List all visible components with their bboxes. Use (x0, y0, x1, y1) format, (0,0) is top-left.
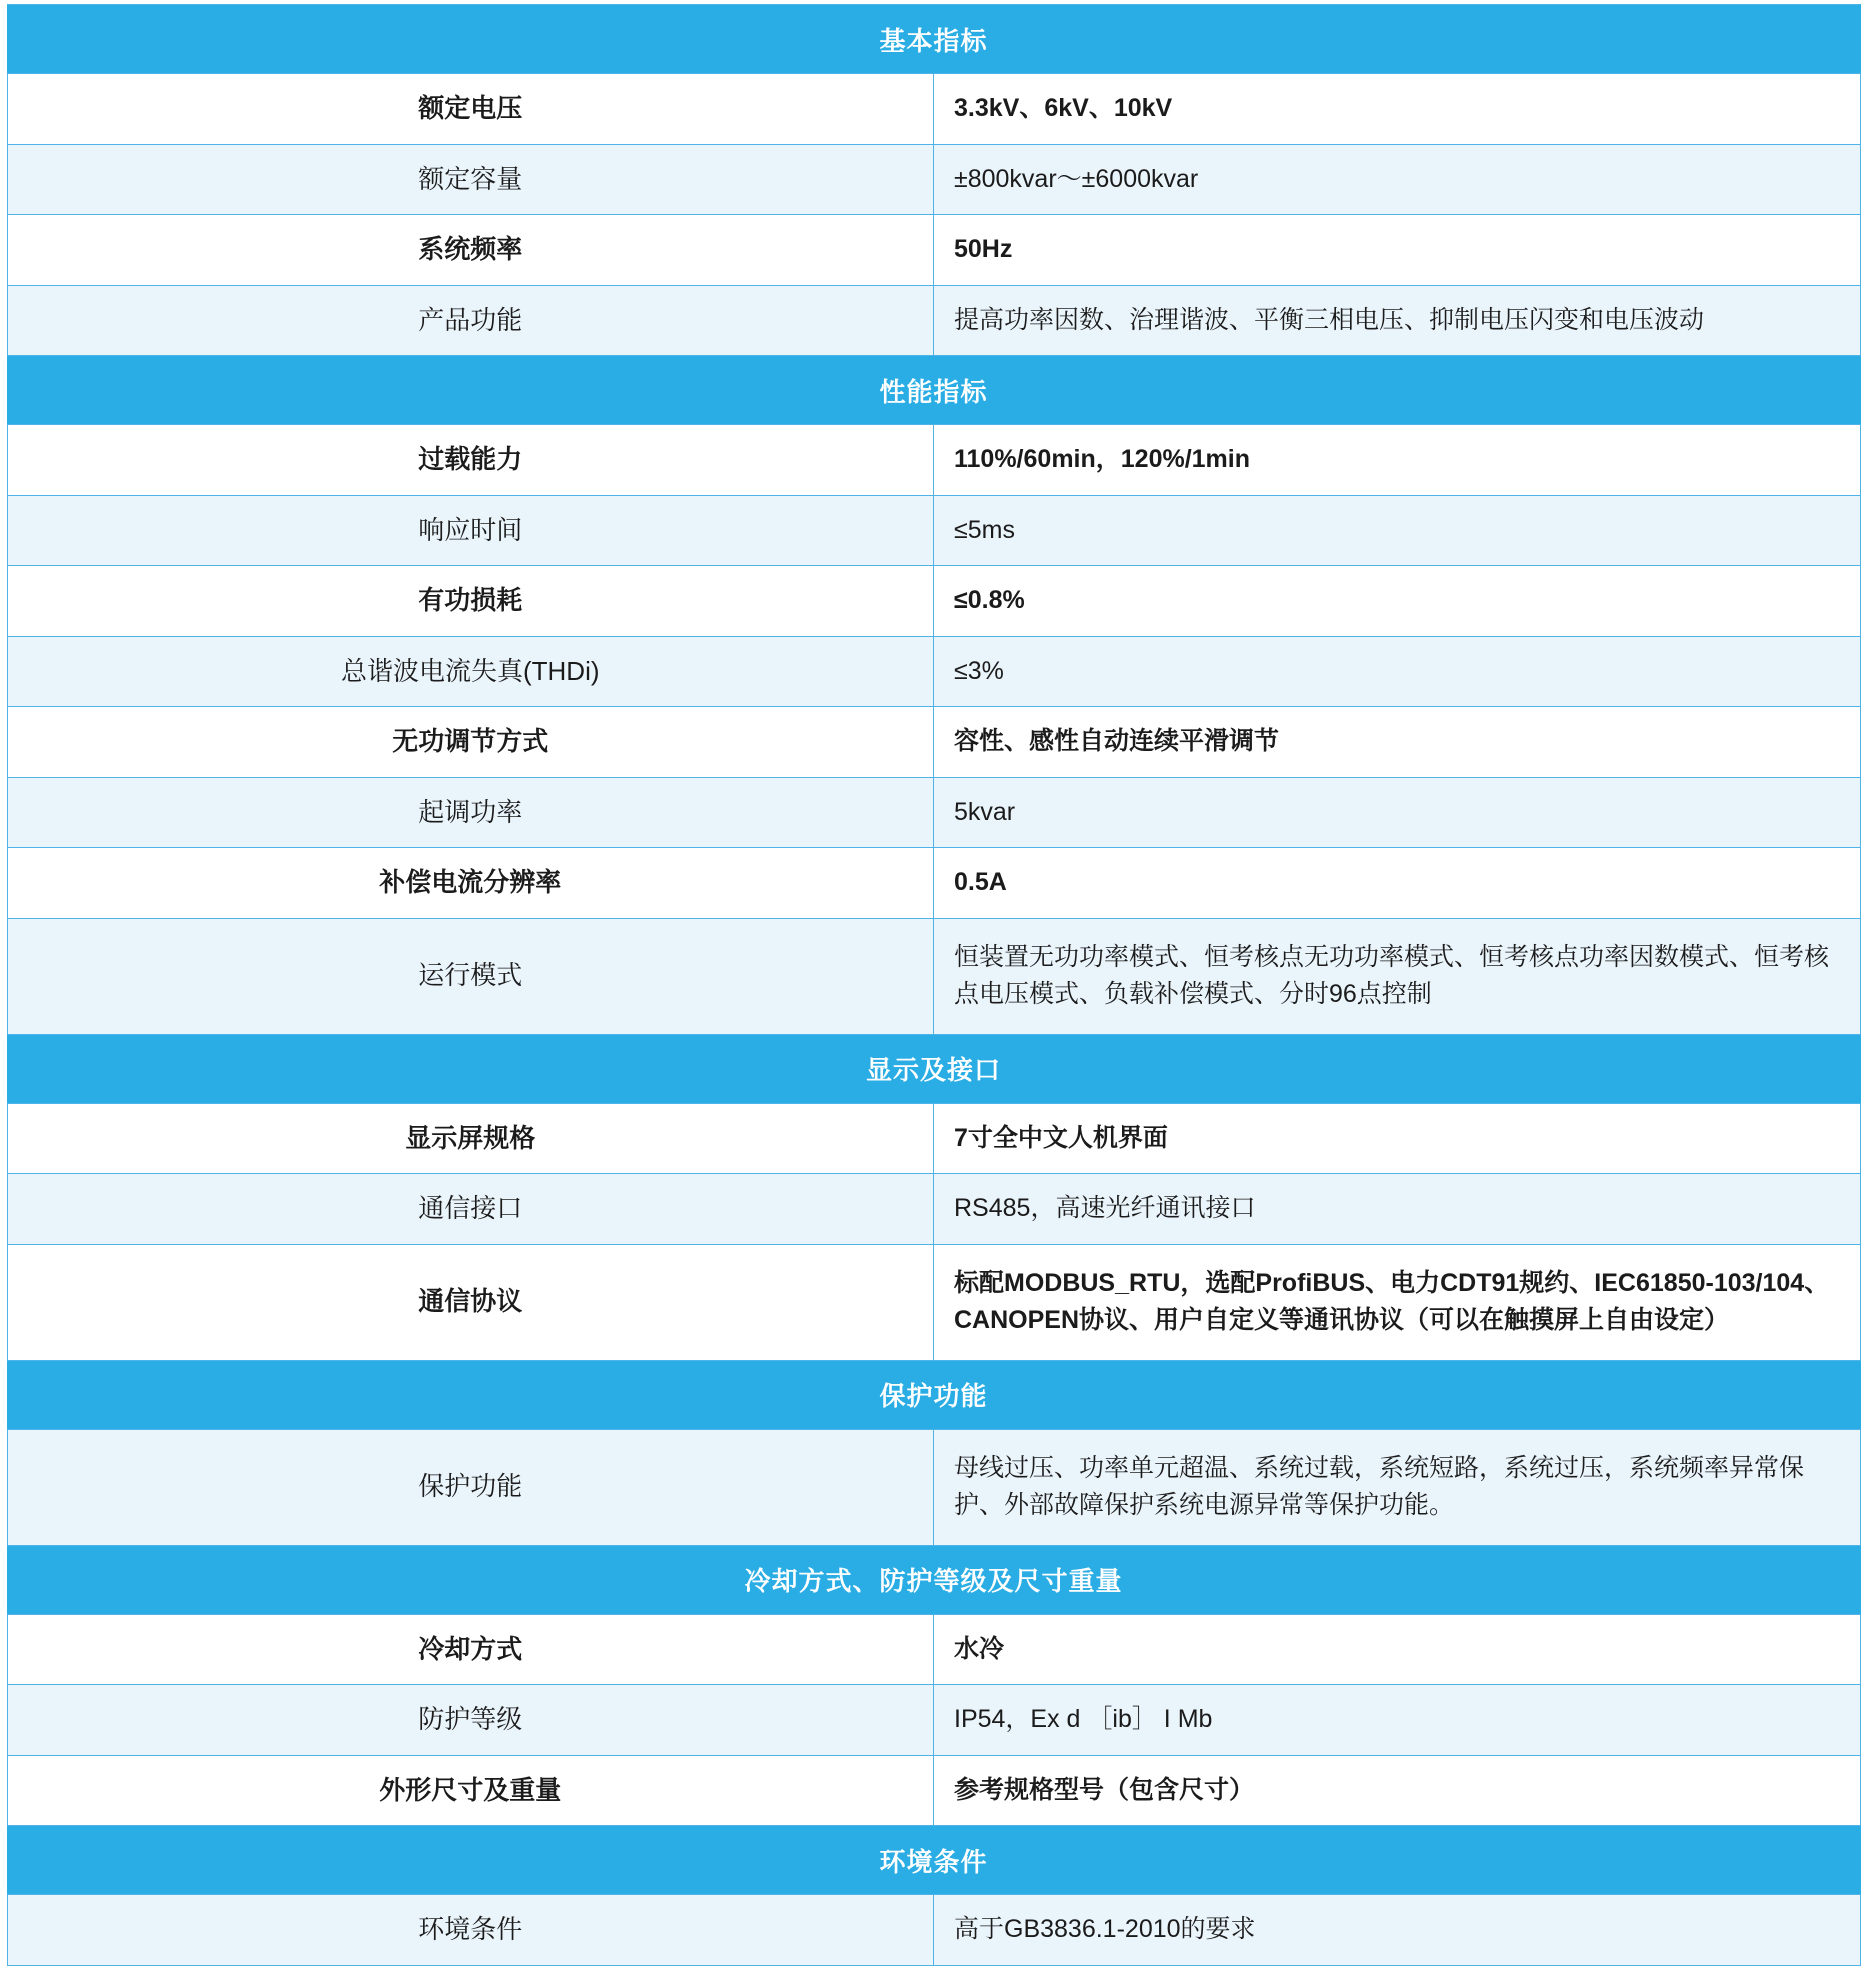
spec-value: IP54，Ex d ［ib］ I Mb (934, 1685, 1861, 1756)
specification-table (7, 4, 1861, 1966)
section-title: 基本指标 (7, 5, 1860, 74)
spec-label: 运行模式 (7, 918, 934, 1034)
spec-value: 0.5A (934, 848, 1861, 919)
spec-label: 显示屏规格 (7, 1103, 934, 1174)
spec-value: 50Hz (934, 215, 1861, 286)
spec-value: ≤3% (934, 636, 1861, 707)
spec-row (7, 636, 1860, 707)
spec-value: 参考规格型号（包含尺寸） (934, 1755, 1861, 1826)
spec-value: ±800kvar～±6000kvar (934, 144, 1861, 215)
section-header-row (7, 1826, 1860, 1895)
spec-row (7, 777, 1860, 848)
spec-row (7, 285, 1860, 356)
spec-label: 有功损耗 (7, 566, 934, 637)
spec-value: 110%/60min，120%/1min (934, 425, 1861, 496)
spec-row (7, 918, 1860, 1034)
section-title: 环境条件 (7, 1826, 1860, 1895)
spec-value: 容性、感性自动连续平滑调节 (934, 707, 1861, 778)
spec-label: 响应时间 (7, 495, 934, 566)
spec-row (7, 215, 1860, 286)
section-header-row (7, 1545, 1860, 1614)
spec-label: 总谐波电流失真(THDi) (7, 636, 934, 707)
spec-row (7, 1895, 1860, 1966)
spec-value: RS485，高速光纤通讯接口 (934, 1174, 1861, 1245)
spec-value: 母线过压、功率单元超温、系统过载，系统短路，系统过压，系统频率异常保护、外部故障保护系统电源异常等保护功能。 (934, 1429, 1861, 1545)
spec-value: ≤0.8% (934, 566, 1861, 637)
spec-value: 5kvar (934, 777, 1861, 848)
spec-row (7, 495, 1860, 566)
spec-row (7, 1429, 1860, 1545)
spec-label: 额定电压 (7, 74, 934, 145)
spec-label: 防护等级 (7, 1685, 934, 1756)
spec-row (7, 707, 1860, 778)
spec-table-body (7, 5, 1860, 1966)
spec-row (7, 1614, 1860, 1685)
section-header-row (7, 356, 1860, 425)
section-title: 性能指标 (7, 356, 1860, 425)
spec-value: 高于GB3836.1-2010的要求 (934, 1895, 1861, 1966)
section-header-row (7, 1034, 1860, 1103)
spec-row (7, 1174, 1860, 1245)
spec-label: 起调功率 (7, 777, 934, 848)
spec-row (7, 74, 1860, 145)
spec-value: 7寸全中文人机界面 (934, 1103, 1861, 1174)
spec-label: 保护功能 (7, 1429, 934, 1545)
section-title: 保护功能 (7, 1360, 1860, 1429)
spec-label: 通信协议 (7, 1244, 934, 1360)
spec-label: 系统频率 (7, 215, 934, 286)
spec-label: 通信接口 (7, 1174, 934, 1245)
spec-row (7, 425, 1860, 496)
spec-row (7, 1103, 1860, 1174)
spec-label: 补偿电流分辨率 (7, 848, 934, 919)
section-title: 冷却方式、防护等级及尺寸重量 (7, 1545, 1860, 1614)
spec-value: 水冷 (934, 1614, 1861, 1685)
spec-label: 环境条件 (7, 1895, 934, 1966)
spec-row (7, 1244, 1860, 1360)
spec-value: 标配MODBUS_RTU，选配ProfiBUS、电力CDT91规约、IEC61850-103/104、CANOPEN协议、用户自定义等通讯协议（可以在触摸屏上自由设定） (934, 1244, 1861, 1360)
spec-row (7, 848, 1860, 919)
spec-label: 产品功能 (7, 285, 934, 356)
spec-label: 过载能力 (7, 425, 934, 496)
section-header-row (7, 1360, 1860, 1429)
spec-label: 外形尺寸及重量 (7, 1755, 934, 1826)
spec-value: 提高功率因数、治理谐波、平衡三相电压、抑制电压闪变和电压波动 (934, 285, 1861, 356)
spec-label: 冷却方式 (7, 1614, 934, 1685)
spec-row (7, 1685, 1860, 1756)
spec-value: 3.3kV、6kV、10kV (934, 74, 1861, 145)
spec-value: 恒装置无功功率模式、恒考核点无功功率模式、恒考核点功率因数模式、恒考核点电压模式、负载补偿模式、分时96点控制 (934, 918, 1861, 1034)
spec-row (7, 144, 1860, 215)
spec-value: ≤5ms (934, 495, 1861, 566)
section-header-row (7, 5, 1860, 74)
spec-row (7, 566, 1860, 637)
section-title: 显示及接口 (7, 1034, 1860, 1103)
spec-row (7, 1755, 1860, 1826)
spec-label: 无功调节方式 (7, 707, 934, 778)
spec-label: 额定容量 (7, 144, 934, 215)
